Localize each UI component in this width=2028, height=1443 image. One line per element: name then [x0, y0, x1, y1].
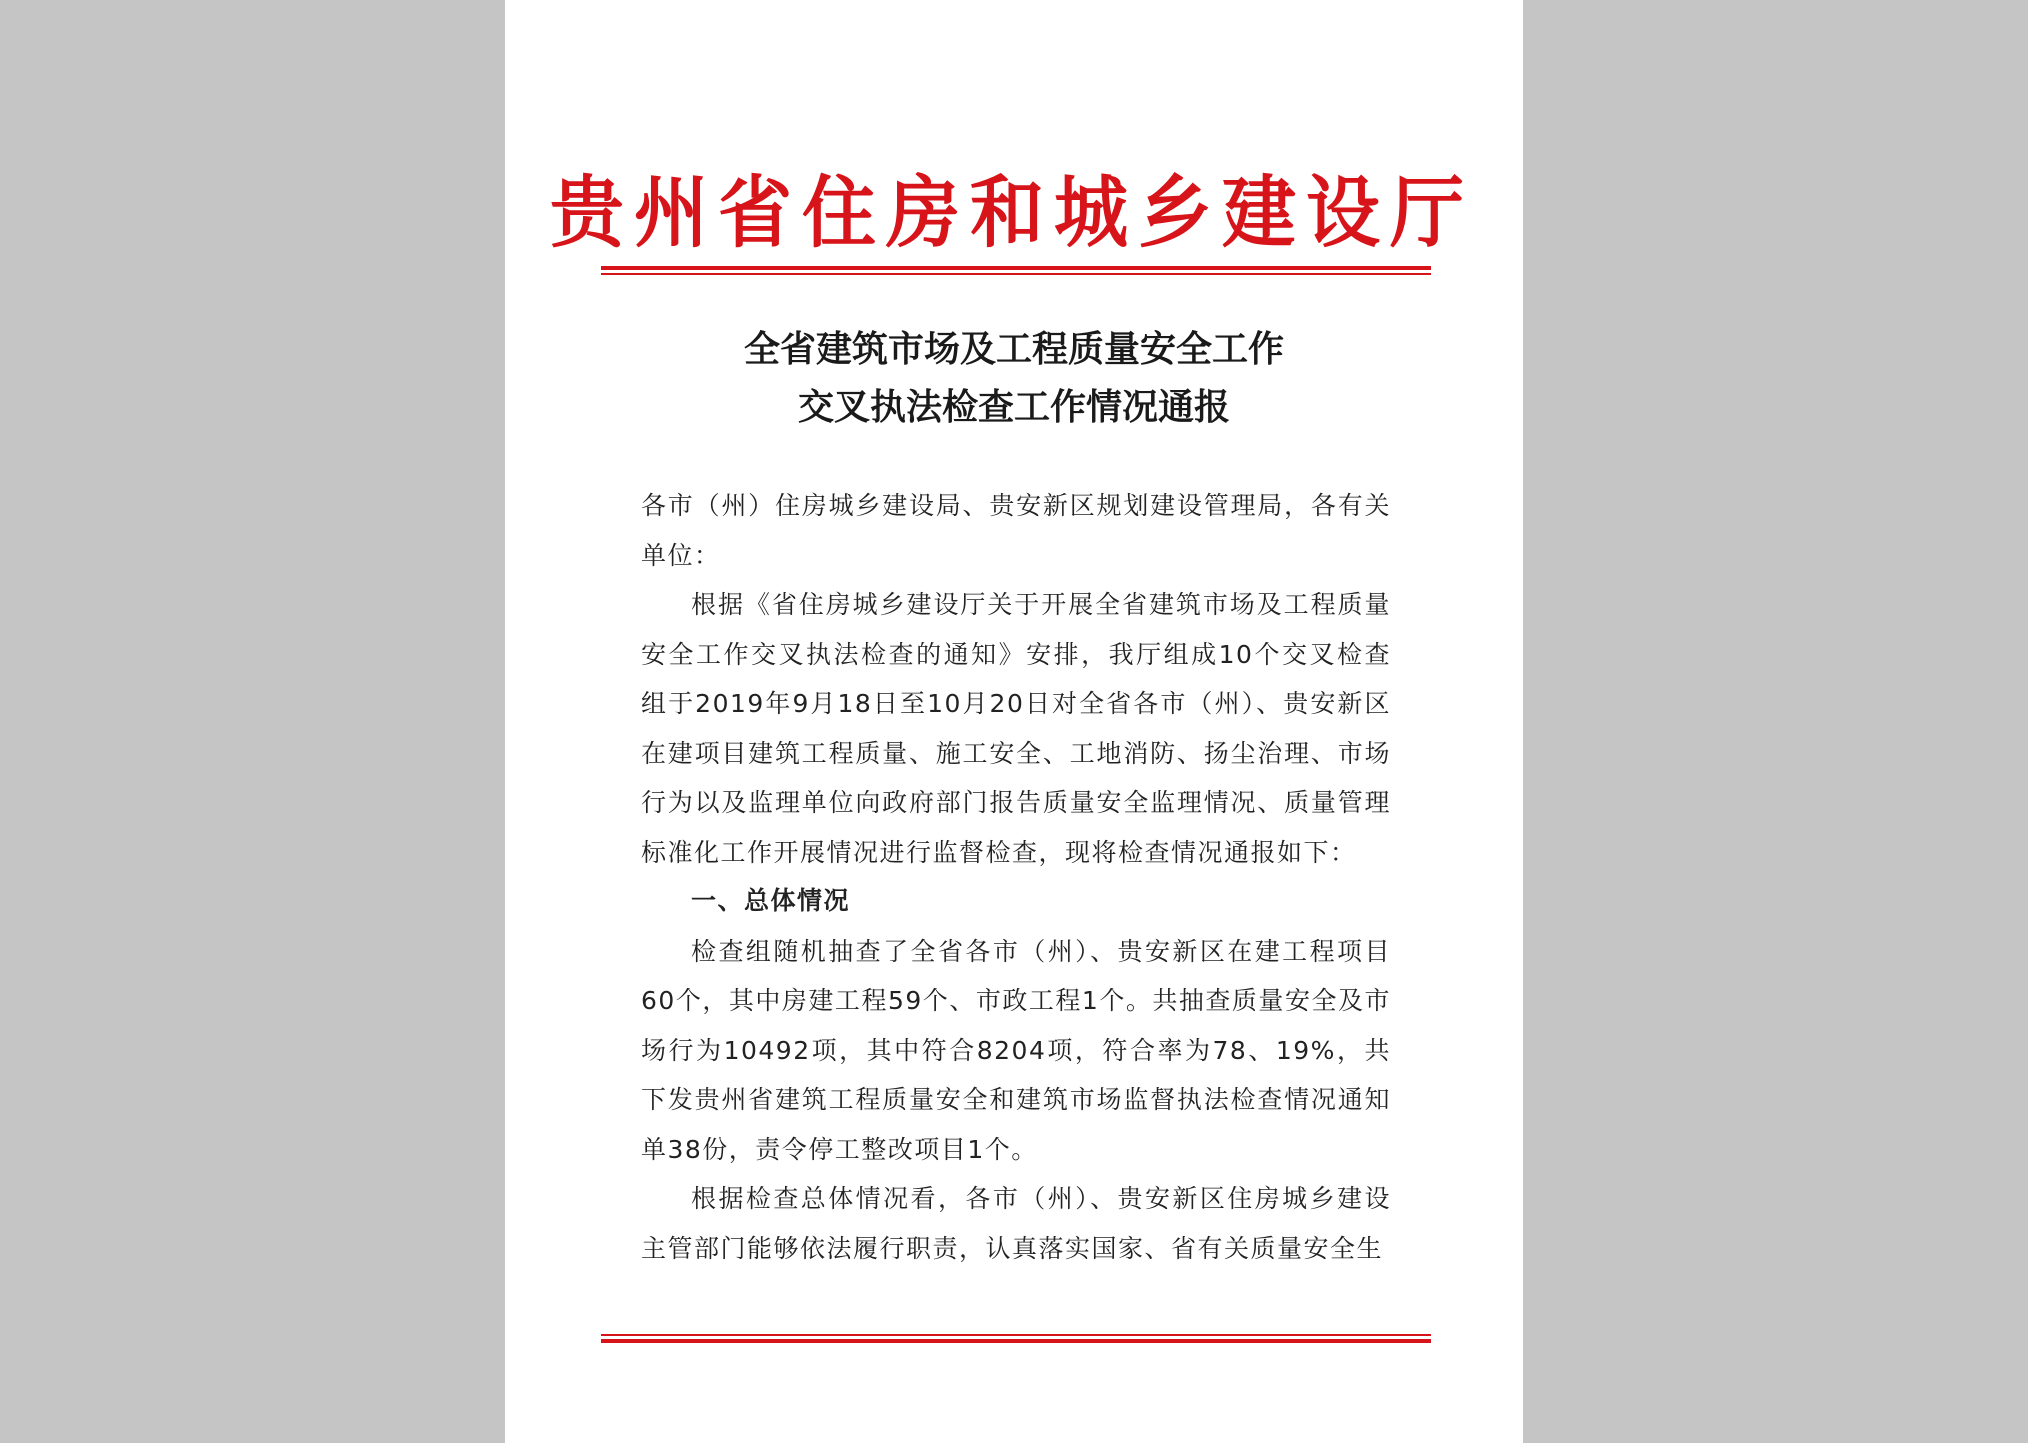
- paragraph-assessment: 根据检查总体情况看，各市（州）、贵安新区住房城乡建设主管部门能够依法履行职责，认真落实国家、省有关质量安全生: [641, 1184, 1391, 1263]
- title-line-2: 交叉执法检查工作情况通报: [797, 386, 1230, 428]
- document-body: [641, 481, 1391, 1273]
- header-red-rule: [601, 266, 1431, 275]
- salutation: 各市（州）住房城乡建设局、贵安新区规划建设管理局，各有关单位：: [641, 491, 1391, 570]
- document-page: [505, 0, 1523, 1443]
- section-heading-overview: 一、总体情况: [691, 887, 851, 915]
- title-line-1: 全省建筑市场及工程质量安全工作: [743, 328, 1284, 370]
- paragraph-overview: 检查组随机抽查了全省各市（州）、贵安新区在建工程项目60个，其中房建工程59个、市政工程1个。共抽查质量安全及市场行为10492项，其中符合8204项，符合率为78、19%，共下发贵州省建筑工程质量安全和建筑市场监督执法检查情况通知单38份，责令停工整改项目1个。: [641, 936, 1391, 1164]
- footer-red-rule: [601, 1334, 1431, 1343]
- paragraph-intro: 根据《省住房城乡建设厅关于开展全省建筑市场及工程质量安全工作交叉执法检查的通知》安排，我厅组成10个交叉检查组于2019年9月18日至10月20日对全省各市（州）、贵安新区在建项目建筑工程质量、施工安全、工地消防、扬尘治理、市场行为以及监理单位向政府部门报告质量安全监理情况、质量管理标准化工作开展情况进行监督检查，现将检查情况通报如下：: [641, 590, 1391, 867]
- issuer-header: 贵州省住房和城乡建设厅: [550, 167, 1474, 259]
- document-title: [505, 320, 1523, 436]
